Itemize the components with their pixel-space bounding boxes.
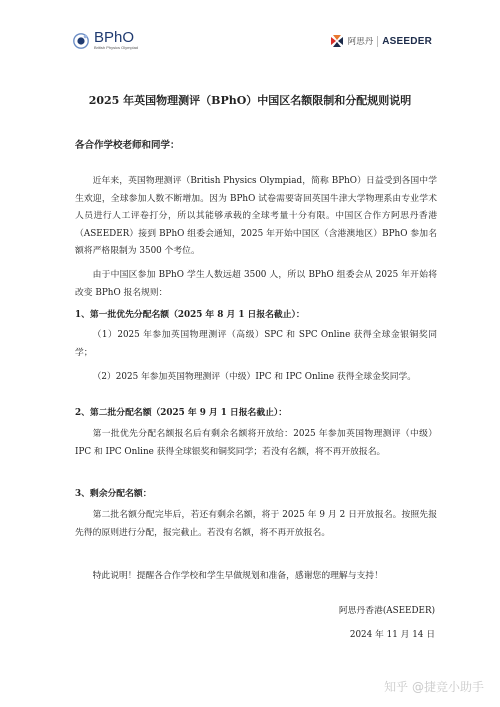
list-item-text: （2）2025 年参加英国物理测评（中级）IPC 和 IPC Online 获得全球金奖同学。 bbox=[92, 372, 417, 382]
paragraph-text: 特此说明！提醒各合作学校和学生早做规划和准备，感谢您的理解与支持！ bbox=[92, 571, 383, 581]
section-heading-remaining: 3、剩余分配名额： bbox=[75, 489, 152, 499]
signature-organization: 阿思丹香港(ASEEDER) bbox=[338, 606, 435, 616]
bpho-logo-subtitle: British Physics Olympiad bbox=[94, 45, 139, 50]
paragraph-text: 第一批优先分配名额报名后有剩余名额将开放给：2025 年参加英国物理测评（中级）IPC 和 IPC Online 获得全球银奖和铜奖同学；若没有名额，将不再开放报名。 bbox=[75, 429, 437, 457]
paragraph-text: 第二批名额分配完毕后，若还有剩余名额，将于 2025 年 9 月 2 日开放报名。按照先报先得的原则进行分配，报完截止。若没有名额，将不再开放报名。 bbox=[75, 510, 437, 538]
list-item-first-batch-1 bbox=[75, 327, 437, 362]
paragraph-second-batch bbox=[75, 426, 437, 461]
paragraph-remaining bbox=[75, 507, 437, 542]
aseeder-english-name: ASEEDER bbox=[382, 35, 432, 47]
list-item-text: （1）2025 年参加英国物理测评（高级）SPC 和 SPC Online 获得全球金银铜奖同学； bbox=[75, 330, 437, 358]
paragraph-closing bbox=[75, 568, 437, 586]
aseeder-logo bbox=[330, 34, 432, 48]
paragraph-rule-change bbox=[75, 267, 437, 302]
aseeder-emblem-icon bbox=[330, 34, 344, 48]
section-heading-first-batch: 1、第一批优先分配名额（2025 年 8 月 1 日报名截止）： bbox=[75, 310, 305, 320]
bpho-logo-name: BPhO bbox=[94, 29, 135, 46]
list-item-first-batch-2 bbox=[75, 369, 437, 387]
bpho-emblem-icon bbox=[72, 32, 90, 50]
letterhead bbox=[72, 30, 432, 64]
signature-date: 2024 年 11 月 14 日 bbox=[349, 630, 435, 640]
greeting: 各合作学校老师和同学： bbox=[75, 140, 180, 151]
paragraph-intro bbox=[75, 173, 437, 261]
bpho-logo bbox=[72, 30, 138, 51]
section-heading-second-batch: 2、第二批分配名额（2025 年 9 月 1 日报名截止）： bbox=[75, 408, 288, 418]
zhihu-watermark: 知乎 @捷竞小助手 bbox=[384, 680, 484, 694]
document-title: 2025 年英国物理测评（BPhO）中国区名额限制和分配规则说明 bbox=[88, 94, 412, 107]
logo-divider bbox=[377, 36, 378, 47]
paragraph-text: 由于中国区参加 BPhO 学生人数远超 3500 人，所以 BPhO 组委会从 2025 年开始将改变 BPhO 报名规则： bbox=[75, 270, 437, 298]
paragraph-text: 近年来，英国物理测评（British Physics Olympiad，简称 BPhO）日益受到各国中学生欢迎，全球参加人数不断增加。因为 BPhO 试卷需要寄回英国牛津大学物理系由专业学术人员进行人工评卷打分，所以其能够承载的全球考量十分有限。中国区合作方阿思丹香港（ASEEDER）接到 BPhO 组委会通知，2025 年开始中国区（含港澳地区）BPhO 参加名额将严格限制为 3500 个考位。 bbox=[75, 176, 437, 256]
aseeder-chinese-name: 阿思丹 bbox=[347, 37, 374, 47]
